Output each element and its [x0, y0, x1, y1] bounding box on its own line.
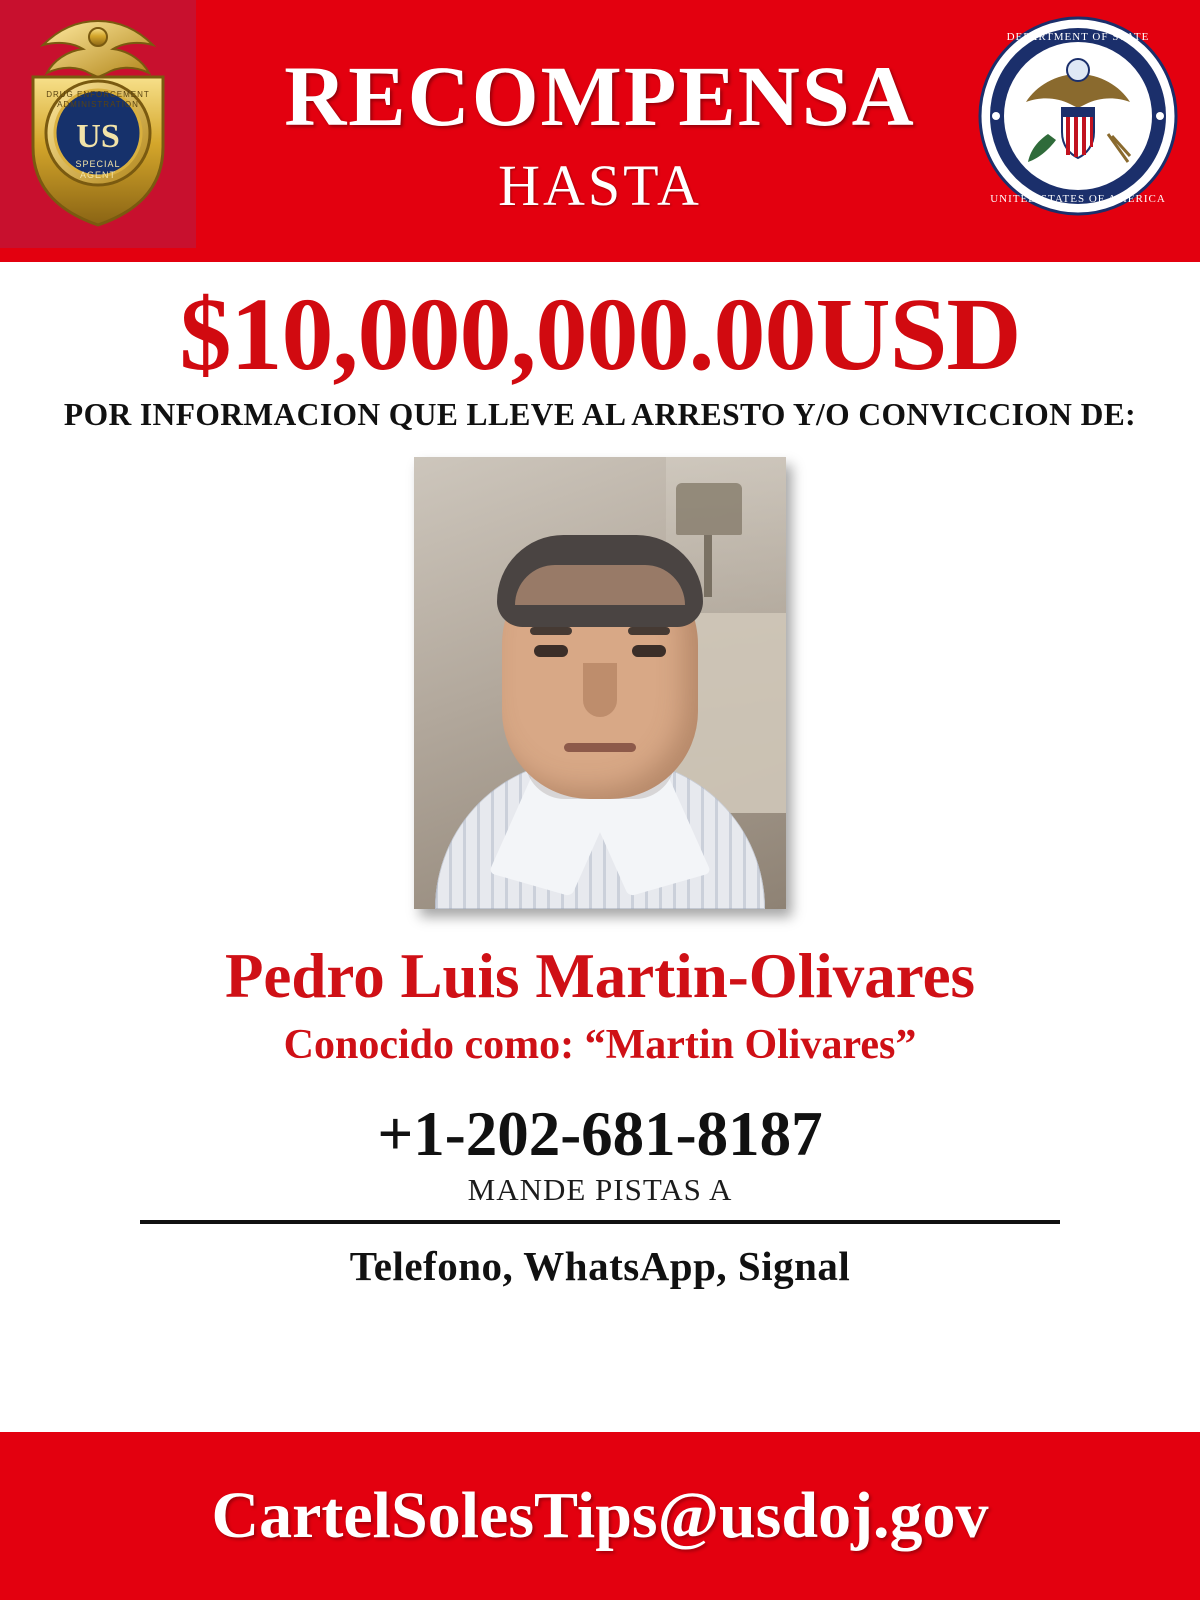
page-subtitle: HASTA: [498, 153, 702, 218]
dea-special-agent-badge-icon: [0, 0, 196, 248]
tips-label: MANDE PISTAS A: [467, 1172, 733, 1208]
footer-banner: [0, 1432, 1200, 1600]
svg-text:SPECIAL: SPECIAL: [75, 159, 121, 169]
reward-currency: USD: [815, 277, 1021, 392]
page-title: RECOMPENSA: [284, 48, 916, 144]
svg-text:AGENT: AGENT: [79, 170, 117, 180]
reward-amount: $10,000,000.00: [179, 277, 816, 392]
svg-text:DRUG ENFORCEMENT: DRUG ENFORCEMENT: [46, 90, 150, 99]
subject-alias: Conocido como: “Martin Olivares”: [283, 1022, 917, 1069]
svg-text:DEPARTMENT OF STATE: DEPARTMENT OF STATE: [1006, 31, 1150, 43]
header-banner: [0, 0, 1200, 262]
tips-email[interactable]: CartelSolesTips@usdoj.gov: [211, 1479, 989, 1552]
department-of-state-seal-icon: [978, 16, 1178, 216]
divider: [140, 1220, 1060, 1224]
svg-text:US: US: [76, 118, 120, 155]
reward-amount-row: [0, 277, 1200, 392]
subject-name: Pedro Luis Martin-Olivares: [224, 941, 976, 1012]
contact-channels: Telefono, WhatsApp, Signal: [349, 1243, 851, 1290]
wanted-subject-photo: [414, 457, 786, 909]
svg-text:ADMINISTRATION: ADMINISTRATION: [57, 100, 139, 109]
tips-phone-number[interactable]: +1-202-681-8187: [377, 1099, 823, 1170]
subject-photo-container: [0, 457, 1200, 909]
svg-text:UNITED STATES OF AMERICA: UNITED STATES OF AMERICA: [990, 193, 1166, 205]
reward-description: POR INFORMACION QUE LLEVE AL ARRESTO Y/O CONVICCION DE:: [63, 397, 1137, 433]
